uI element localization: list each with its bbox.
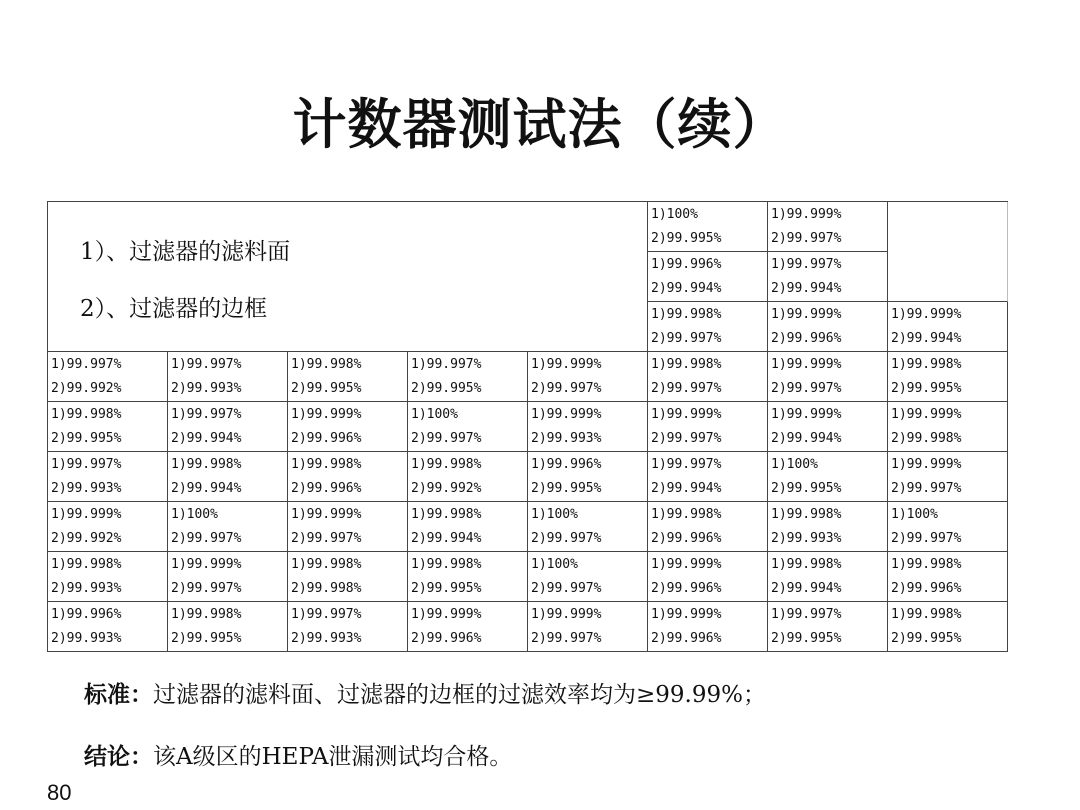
table-cell bbox=[288, 552, 408, 602]
frame-efficiency-value: 2)99.992% bbox=[411, 481, 482, 496]
frame-efficiency-value: 2)99.994% bbox=[771, 431, 842, 446]
table-cell bbox=[888, 352, 1008, 402]
frame-efficiency-value: 2)99.997% bbox=[651, 331, 722, 346]
table-cell bbox=[48, 452, 168, 502]
media-efficiency-value: 1)100% bbox=[531, 507, 578, 522]
table-cell bbox=[168, 352, 288, 402]
media-efficiency-value: 1)99.999% bbox=[51, 507, 122, 522]
table-cell bbox=[168, 402, 288, 452]
table-cell bbox=[408, 352, 528, 402]
frame-efficiency-value: 2)99.995% bbox=[891, 381, 962, 396]
frame-efficiency-value: 2)99.996% bbox=[891, 581, 962, 596]
media-efficiency-value: 1)99.997% bbox=[51, 457, 122, 472]
table-cell bbox=[528, 452, 648, 502]
frame-efficiency-value: 2)99.997% bbox=[891, 481, 962, 496]
table-cell bbox=[648, 602, 768, 652]
frame-efficiency-value: 2)99.995% bbox=[771, 481, 842, 496]
media-efficiency-value: 1)99.998% bbox=[651, 357, 722, 372]
media-efficiency-value: 1)99.998% bbox=[171, 607, 242, 622]
table-cell bbox=[768, 302, 888, 352]
media-efficiency-value: 1)99.999% bbox=[291, 507, 362, 522]
media-efficiency-value: 1)99.998% bbox=[411, 557, 482, 572]
table-cell bbox=[408, 402, 528, 452]
frame-efficiency-value: 2)99.997% bbox=[651, 431, 722, 446]
standard-text: 过滤器的滤料面、过滤器的边框的过滤效率均为≥99.99%； bbox=[153, 682, 766, 708]
media-efficiency-value: 1)100% bbox=[651, 207, 698, 222]
media-efficiency-value: 1)99.999% bbox=[771, 307, 842, 322]
media-efficiency-value: 1)99.998% bbox=[171, 457, 242, 472]
frame-efficiency-value: 2)99.994% bbox=[171, 481, 242, 496]
table-cell bbox=[168, 552, 288, 602]
media-efficiency-value: 1)99.997% bbox=[651, 457, 722, 472]
frame-efficiency-value: 2)99.996% bbox=[651, 531, 722, 546]
frame-efficiency-value: 2)99.995% bbox=[531, 481, 602, 496]
frame-efficiency-value: 2)99.998% bbox=[891, 431, 962, 446]
table-cell bbox=[888, 402, 1008, 452]
frame-efficiency-value: 2)99.997% bbox=[771, 231, 842, 246]
media-efficiency-value: 1)99.999% bbox=[771, 407, 842, 422]
frame-efficiency-value: 2)99.993% bbox=[531, 431, 602, 446]
page-number: 80 bbox=[47, 780, 72, 805]
frame-efficiency-value: 2)99.997% bbox=[171, 531, 242, 546]
media-efficiency-value: 1)99.998% bbox=[51, 407, 122, 422]
media-efficiency-value: 1)99.997% bbox=[171, 357, 242, 372]
media-efficiency-value: 1)99.999% bbox=[771, 357, 842, 372]
table-cell bbox=[648, 252, 768, 302]
media-efficiency-value: 1)99.999% bbox=[651, 407, 722, 422]
media-efficiency-value: 1)99.998% bbox=[411, 507, 482, 522]
media-efficiency-value: 1)99.998% bbox=[51, 557, 122, 572]
table-cell bbox=[768, 602, 888, 652]
media-efficiency-value: 1)99.999% bbox=[891, 307, 962, 322]
media-efficiency-value: 1)99.997% bbox=[771, 257, 842, 272]
table-cell bbox=[768, 452, 888, 502]
media-efficiency-value: 1)99.998% bbox=[891, 607, 962, 622]
media-efficiency-value: 1)99.999% bbox=[531, 407, 602, 422]
frame-efficiency-value: 2)99.993% bbox=[51, 581, 122, 596]
notes bbox=[84, 664, 766, 788]
table-cell bbox=[168, 602, 288, 652]
table-cell bbox=[408, 502, 528, 552]
frame-efficiency-value: 2)99.997% bbox=[531, 531, 602, 546]
frame-efficiency-value: 2)99.994% bbox=[171, 431, 242, 446]
table-cell bbox=[168, 452, 288, 502]
media-efficiency-value: 1)99.996% bbox=[531, 457, 602, 472]
media-efficiency-value: 1)99.998% bbox=[651, 307, 722, 322]
frame-efficiency-value: 2)99.997% bbox=[531, 381, 602, 396]
frame-efficiency-value: 2)99.997% bbox=[531, 581, 602, 596]
table-cell bbox=[288, 502, 408, 552]
table-cell bbox=[288, 402, 408, 452]
table-cell bbox=[48, 602, 168, 652]
media-efficiency-value: 1)99.999% bbox=[531, 607, 602, 622]
media-efficiency-value: 1)99.997% bbox=[171, 407, 242, 422]
table-cell bbox=[768, 202, 888, 252]
media-efficiency-value: 1)99.998% bbox=[411, 457, 482, 472]
media-efficiency-value: 1)99.998% bbox=[651, 507, 722, 522]
table-cell bbox=[768, 352, 888, 402]
table-cell bbox=[528, 502, 648, 552]
frame-efficiency-value: 2)99.996% bbox=[291, 481, 362, 496]
table-cell bbox=[888, 452, 1008, 502]
table-cell bbox=[288, 602, 408, 652]
media-efficiency-value: 1)100% bbox=[411, 407, 458, 422]
table-cell bbox=[648, 452, 768, 502]
media-efficiency-value: 1)99.997% bbox=[411, 357, 482, 372]
media-efficiency-value: 1)100% bbox=[891, 507, 938, 522]
frame-efficiency-value: 2)99.995% bbox=[51, 431, 122, 446]
frame-efficiency-value: 2)99.992% bbox=[51, 381, 122, 396]
table-cell bbox=[888, 502, 1008, 552]
media-efficiency-value: 1)99.997% bbox=[291, 607, 362, 622]
table-cell bbox=[648, 352, 768, 402]
table-cell bbox=[288, 452, 408, 502]
media-efficiency-value: 1)99.999% bbox=[651, 607, 722, 622]
frame-efficiency-value: 2)99.995% bbox=[411, 381, 482, 396]
table-cell bbox=[528, 602, 648, 652]
media-efficiency-value: 1)99.999% bbox=[771, 207, 842, 222]
media-efficiency-value: 1)100% bbox=[171, 507, 218, 522]
table-cell bbox=[408, 552, 528, 602]
media-efficiency-value: 1)99.998% bbox=[891, 357, 962, 372]
conclusion-note bbox=[84, 726, 766, 788]
table-cell bbox=[648, 552, 768, 602]
media-efficiency-value: 1)99.998% bbox=[891, 557, 962, 572]
table-cell bbox=[768, 502, 888, 552]
frame-efficiency-value: 2)99.993% bbox=[51, 631, 122, 646]
media-efficiency-value: 1)99.999% bbox=[891, 457, 962, 472]
media-efficiency-value: 1)99.999% bbox=[891, 407, 962, 422]
frame-efficiency-value: 2)99.996% bbox=[651, 631, 722, 646]
media-efficiency-value: 1)99.996% bbox=[651, 257, 722, 272]
frame-efficiency-value: 2)99.997% bbox=[891, 531, 962, 546]
table-cell bbox=[408, 452, 528, 502]
table-cell bbox=[768, 552, 888, 602]
frame-efficiency-value: 2)99.997% bbox=[531, 631, 602, 646]
frame-efficiency-value: 2)99.997% bbox=[411, 431, 482, 446]
frame-efficiency-value: 2)99.996% bbox=[291, 431, 362, 446]
legend-line-filter-media: 1）、过滤器的滤料面 bbox=[80, 239, 291, 265]
frame-efficiency-value: 2)99.995% bbox=[891, 631, 962, 646]
frame-efficiency-value: 2)99.995% bbox=[651, 231, 722, 246]
media-efficiency-value: 1)99.999% bbox=[291, 407, 362, 422]
frame-efficiency-value: 2)99.994% bbox=[771, 281, 842, 296]
leak-test-table bbox=[47, 201, 1008, 652]
frame-efficiency-value: 2)99.992% bbox=[51, 531, 122, 546]
media-efficiency-value: 1)99.997% bbox=[51, 357, 122, 372]
table-cell bbox=[648, 502, 768, 552]
media-efficiency-value: 1)99.996% bbox=[51, 607, 122, 622]
table-cell bbox=[768, 252, 888, 302]
frame-efficiency-value: 2)99.994% bbox=[651, 481, 722, 496]
media-efficiency-value: 1)99.998% bbox=[291, 357, 362, 372]
conclusion-text: 该A级区的HEPA泄漏测试均合格。 bbox=[153, 744, 513, 770]
frame-efficiency-value: 2)99.997% bbox=[171, 581, 242, 596]
frame-efficiency-value: 2)99.995% bbox=[411, 581, 482, 596]
table-cell bbox=[48, 552, 168, 602]
media-efficiency-value: 1)99.997% bbox=[771, 607, 842, 622]
media-efficiency-value: 1)99.998% bbox=[291, 557, 362, 572]
table-cell bbox=[528, 352, 648, 402]
media-efficiency-value: 1)100% bbox=[771, 457, 818, 472]
frame-efficiency-value: 2)99.993% bbox=[291, 631, 362, 646]
media-efficiency-value: 1)100% bbox=[531, 557, 578, 572]
frame-efficiency-value: 2)99.995% bbox=[771, 631, 842, 646]
table-cell bbox=[648, 202, 768, 252]
media-efficiency-value: 1)99.999% bbox=[531, 357, 602, 372]
frame-efficiency-value: 2)99.997% bbox=[771, 381, 842, 396]
media-efficiency-value: 1)99.999% bbox=[651, 557, 722, 572]
frame-efficiency-value: 2)99.997% bbox=[651, 381, 722, 396]
table-cell bbox=[888, 302, 1008, 352]
table-cell bbox=[408, 602, 528, 652]
table-cell bbox=[648, 302, 768, 352]
table-cell bbox=[168, 502, 288, 552]
frame-efficiency-value: 2)99.995% bbox=[291, 381, 362, 396]
table-legend bbox=[48, 202, 648, 352]
frame-efficiency-value: 2)99.996% bbox=[651, 581, 722, 596]
table-cell bbox=[48, 352, 168, 402]
table-cell bbox=[768, 402, 888, 452]
media-efficiency-value: 1)99.999% bbox=[411, 607, 482, 622]
frame-efficiency-value: 2)99.996% bbox=[411, 631, 482, 646]
frame-efficiency-value: 2)99.994% bbox=[651, 281, 722, 296]
standard-label: 标准： bbox=[84, 682, 153, 708]
table-cell bbox=[888, 552, 1008, 602]
standard-note bbox=[84, 664, 766, 726]
frame-efficiency-value: 2)99.993% bbox=[51, 481, 122, 496]
media-efficiency-value: 1)99.998% bbox=[771, 557, 842, 572]
page-title: 计数器测试法（续） bbox=[292, 93, 788, 156]
frame-efficiency-value: 2)99.994% bbox=[891, 331, 962, 346]
table-cell bbox=[48, 502, 168, 552]
frame-efficiency-value: 2)99.997% bbox=[291, 531, 362, 546]
frame-efficiency-value: 2)99.993% bbox=[771, 531, 842, 546]
frame-efficiency-value: 2)99.994% bbox=[411, 531, 482, 546]
table-cell bbox=[48, 402, 168, 452]
table-cell bbox=[648, 402, 768, 452]
table-cell bbox=[528, 552, 648, 602]
frame-efficiency-value: 2)99.998% bbox=[291, 581, 362, 596]
frame-efficiency-value: 2)99.995% bbox=[171, 631, 242, 646]
frame-efficiency-value: 2)99.993% bbox=[171, 381, 242, 396]
legend-line-filter-frame: 2）、过滤器的边框 bbox=[80, 296, 268, 322]
conclusion-label: 结论： bbox=[84, 744, 153, 770]
table-cell bbox=[888, 602, 1008, 652]
table-cell bbox=[528, 402, 648, 452]
media-efficiency-value: 1)99.999% bbox=[171, 557, 242, 572]
frame-efficiency-value: 2)99.994% bbox=[771, 581, 842, 596]
frame-efficiency-value: 2)99.996% bbox=[771, 331, 842, 346]
table-cell bbox=[288, 352, 408, 402]
media-efficiency-value: 1)99.998% bbox=[291, 457, 362, 472]
media-efficiency-value: 1)99.998% bbox=[771, 507, 842, 522]
blank-corner bbox=[888, 202, 1008, 302]
